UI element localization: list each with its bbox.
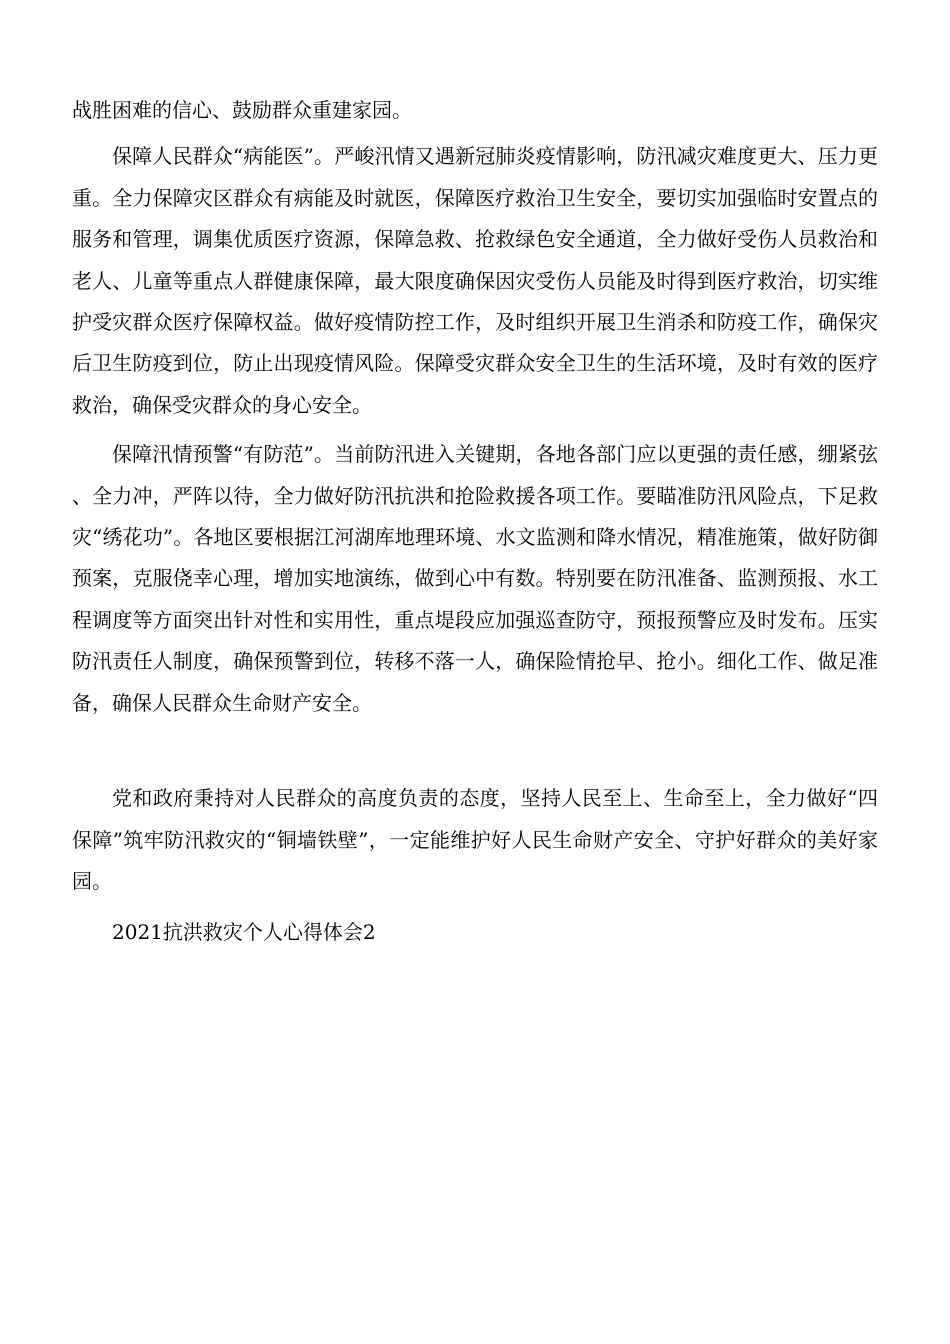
paragraph-conclusion: 党和政府秉持对人民群众的高度负责的态度，坚持人民至上、生命至上，全力做好“四保障”筑牢防汛救灾的“铜墙铁壁”，一定能维护好人民生命财产安全、守护好群众的美好家园。	[72, 786, 878, 893]
paragraph-medical-care: 保障人民群众“病能医”。严峻汛情又遇新冠肺炎疫情影响，防汛减灾难度更大、压力更重。全力保障灾区群众有病能及时就医，保障医疗救治卫生安全，要切实加强临时安置点的服务和管理，调集优质医疗资源，保障急救、抢救绿色安全通道，全力做好受伤人员救治和老人、儿童等重点人群健康保障，最大限度确保因灾受伤人员能及时得到医疗救治，切实维护受灾群众医疗保障权益。做好疫情防控工作，及时组织开展卫生消杀和防疫工作，确保灾后卫生防疫到位，防止出现疫情风险。保障受灾群众安全卫生的生活环境，及时有效的医疗救治，确保受灾群众的身心安全。	[72, 144, 878, 417]
next-section-title: 2021抗洪救灾个人心得体会2	[112, 920, 376, 945]
paragraph-flood-warning: 保障汛情预警“有防范”。当前防汛进入关键期，各地各部门应以更强的责任感，绷紧弦、全力冲，严阵以待，全力做好防汛抗洪和抢险救援各项工作。要瞄准防汛风险点，下足救灾“绣花功”。各地区要根据江河湖库地理环境、水文监测和降水情况，精准施策，做好防御预案，克服侥幸心理，增加实地演练，做到心中有数。特别要在防汛准备、监测预报、水工程调度等方面突出针对性和实用性，重点堤段应加强巡查防守，预报预警应及时发布。压实防汛责任人制度，确保预警到位，转移不落一人，确保险情抢早、抢小。细化工作、做足准备，确保人民群众生命财产安全。	[72, 442, 878, 715]
paragraph-continuation: 战胜困难的信心、鼓励群众重建家园。	[72, 98, 412, 122]
